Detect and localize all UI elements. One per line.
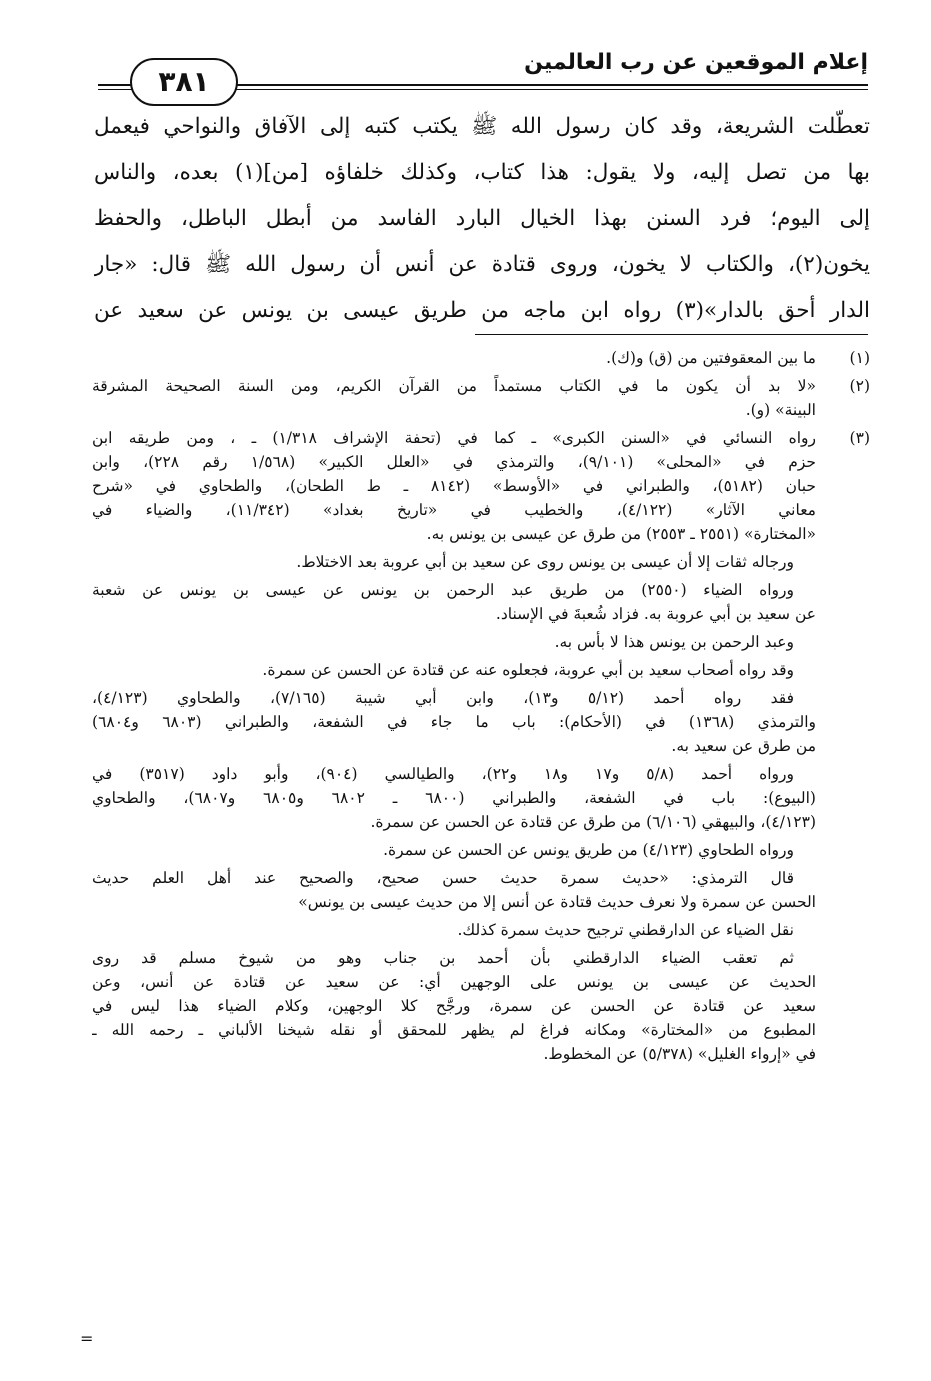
running-title: إعلام الموقعين عن رب العالمين (524, 50, 868, 75)
footnote-line: رواه النسائي في «السنن الكبرى» ـ كما في (تحفة الإشراف ١/٣١٨) ـ ، ومن طريقه ابن (92, 429, 816, 447)
footnote-paragraph (92, 658, 870, 682)
footnote (92, 426, 870, 546)
footnote-paragraph (92, 762, 870, 834)
footnote-number: (٢) (849, 377, 870, 395)
footnote-paragraph (92, 550, 870, 574)
footnote (92, 374, 870, 422)
footnote-line: المطبوع من «المختارة» ومكانه فراغ لم يظهر للمحقق أو نقله شيخنا الألباني ـ رحمه الله ـ (92, 1021, 816, 1039)
footnote-line: «المختارة» (٢٥٥١ ـ ٢٥٥٣) من طرق عن عيسى بن يونس به. (426, 525, 816, 543)
page-header (98, 44, 868, 108)
footnote-line: سعيد عن قتادة عن الحسن عن سمرة، ورجَّح كلا الوجهين، وكلام الضياء هذا ليس في (92, 997, 816, 1015)
footnote-line: والترمذي (١٣٦٨) في (الأحكام): باب ما جاء في الشفعة، والطبراني (٦٨٠٣ و٦٨٠٤) (92, 713, 816, 731)
footnote-paragraph (92, 838, 870, 862)
footnote-number: (١) (849, 349, 870, 367)
footnote-paragraph (92, 946, 870, 1066)
footnote-line: معاني الآثار» (٤/١٢٢)، والخطيب في «تاريخ بغداد» (١١/٣٤٢)، والضياء في (92, 501, 816, 519)
footnote-paragraph (92, 630, 870, 654)
footnote-line: من طرق عن سعيد به. (671, 737, 816, 755)
footnote-line: الحديث عن عيسى بن يونس على الوجهين أي: عن سعيد عن قتادة عن أنس، وعن (92, 973, 816, 991)
main-line: الدار أحق بالدار»(٣) رواه ابن ماجه من طريق عيسى بن يونس عن سعيد عن (94, 298, 870, 323)
footnote-line: (٤/١٢٣)، والبيهقي (٦/١٠٦) من طرق عن قتادة عن الحسن عن سمرة. (370, 813, 816, 831)
footnote-line: (البيوع): باب في الشفعة، والطبراني (٦٨٠٠ ـ ٦٨٠٢ و٦٨٠٥ و٦٨٠٧)، والطحاوي (92, 789, 816, 807)
footnote-line: «لا بد أن يكون ما في الكتاب مستمداً من القرآن الكريم، ومن السنة الصحيحة المشرقة (92, 377, 816, 395)
page-number: ٣٨١ (130, 58, 238, 106)
footnote-line: وقد رواه أصحاب سعيد بن أبي عروبة، فجعلوه عنه عن قتادة عن الحسن عن سمرة. (262, 661, 794, 679)
footnote-line: قال الترمذي: «حديث سمرة حديث حسن صحيح، والصحيح عند أهل العلم حديث (92, 869, 794, 887)
footnote-line: ورجاله ثقات إلا أن عيسى بن يونس روى عن سعيد بن أبي عروبة بعد الاختلاط. (296, 553, 794, 571)
footnote-paragraph (92, 578, 870, 626)
footnote-line: ورواه الطحاوي (٤/١٢٣) من طريق يونس عن الحسن عن سمرة. (383, 841, 794, 859)
footnote-number: (٣) (849, 429, 870, 447)
continuation-marker: = (80, 1329, 94, 1348)
footnote-paragraph (92, 686, 870, 758)
footnote-line: ورواه الضياء (٢٥٥٠) من طريق عبد الرحمن بن يونس عن عيسى بن يونس عن شعبة (92, 581, 794, 599)
main-line: إلى اليوم؛ فرد السنن بهذا الخيال البارد الفاسد من أبطل الباطل، والحفظ (94, 206, 870, 231)
footnote-line: حزم في «المحلى» (٩/١٠١)، والترمذي في «العلل الكبير» (١/٥٦٨ رقم ٢٢٨)، وابن (92, 453, 816, 471)
footnote-line: ورواه أحمد (٥/٨ و١٧ و١٨ و٢٢)، والطيالسي (٩٠٤)، وأبو داود (٣٥١٧) في (92, 765, 794, 783)
main-line: تعطّلت الشريعة، وقد كان رسول الله ﷺ يكتب كتبه إلى الآفاق والنواحي فيعمل (94, 114, 870, 139)
footnote (92, 346, 870, 370)
footnote-line: الحسن عن سمرة ولا نعرف حديث قتادة عن أنس إلا من حديث عيسى بن يونس» (298, 893, 816, 911)
footnote-line: ثم تعقب الضياء الدارقطني بأن أحمد بن جناب وهو من شيوخ مسلم قد روى (92, 949, 794, 967)
footnote-paragraph (92, 866, 870, 914)
main-text (94, 104, 870, 334)
footnote-line: نقل الضياء عن الدارقطني ترجيح حديث سمرة كذلك. (457, 921, 794, 939)
footnote-line: فقد رواه أحمد (٥/١٢ و١٣)، وابن أبي شيبة (٧/١٦٥)، والطحاوي (٤/١٢٣)، (92, 689, 794, 707)
main-line: يخون(٢)، والكتاب لا يخون، وروى قتادة عن أنس أن رسول الله ﷺ قال: «جار (94, 252, 870, 277)
footnotes (92, 346, 870, 1070)
footnote-line: وعبد الرحمن بن يونس هذا لا بأس به. (554, 633, 794, 651)
footnote-paragraph (92, 918, 870, 942)
footnote-separator (475, 334, 868, 335)
main-line: بها من تصل إليه، ولا يقول: هذا كتاب، وكذلك خلفاؤه [من](١) بعده، والناس (94, 160, 870, 185)
footnote-line: عن سعيد بن أبي عروبة به. فزاد شُعبةَ في الإسناد. (495, 605, 816, 623)
footnote-line: في «إرواء الغليل» (٥/٣٧٨) عن المخطوط. (543, 1045, 816, 1063)
footnote-line: ما بين المعقوفتين من (ق) و(ك). (606, 349, 816, 367)
footnote-line: حبان (٥١٨٢)، والطبراني في «الأوسط» (٨١٤٢ ـ ط الطحان)، والطحاوي في «شرح (92, 477, 816, 495)
footnote-line: البينة» (و). (745, 401, 816, 419)
